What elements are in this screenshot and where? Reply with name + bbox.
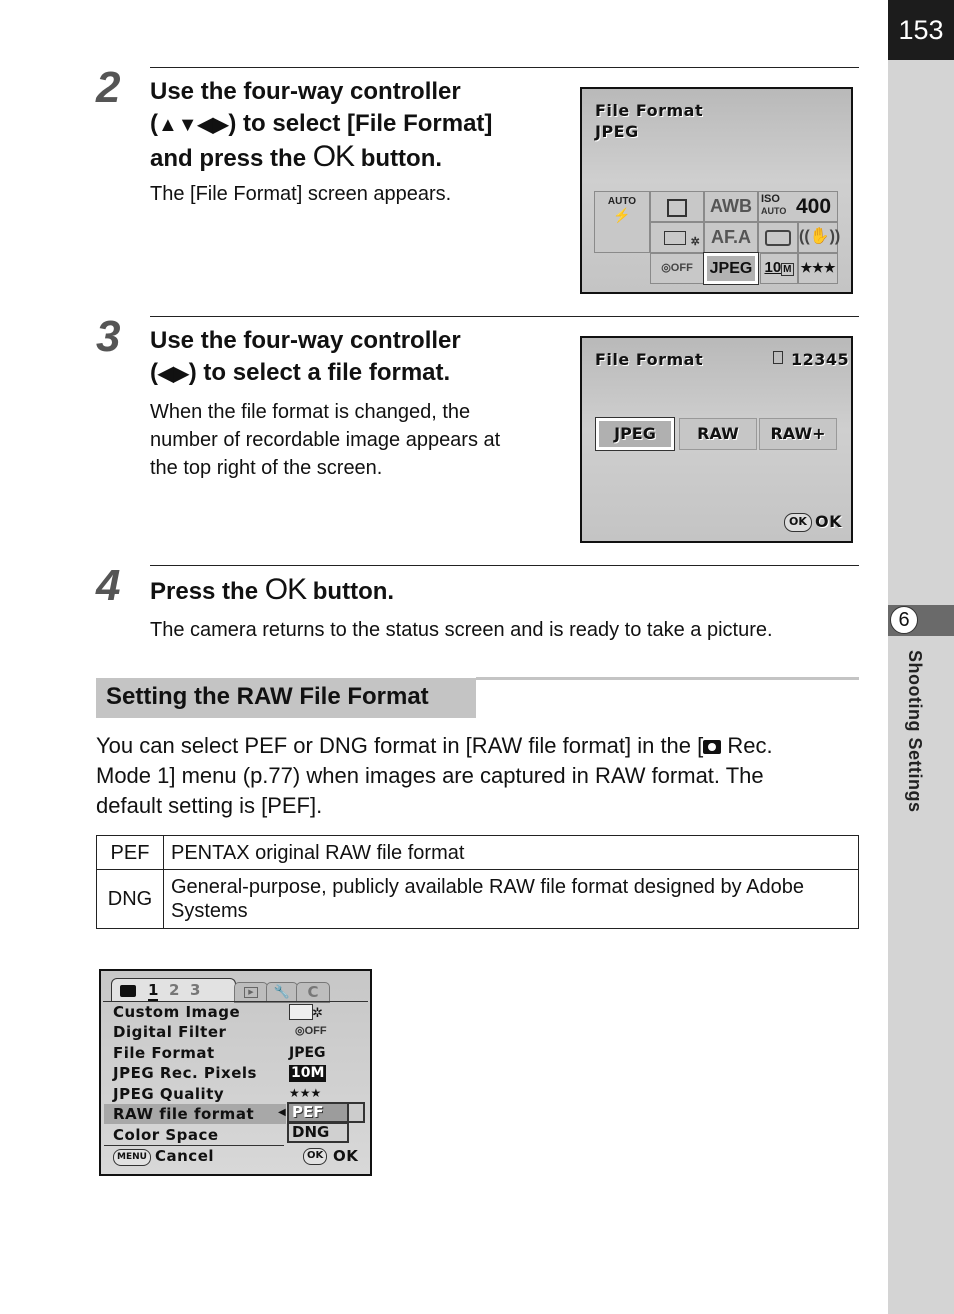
file-format-cell-selected: JPEG xyxy=(704,253,758,284)
ok-label: OK xyxy=(333,1147,359,1165)
step-number: 3 xyxy=(96,312,119,361)
screen-value: JPEG xyxy=(595,122,639,141)
format-option-raw[interactable]: RAW xyxy=(679,418,757,450)
step-text: When the file format is changed, the number of recordable image appears at the top right of the screen. xyxy=(150,401,501,479)
screen-title: File Format xyxy=(595,350,704,369)
quality-cell: ★★★ xyxy=(798,253,838,284)
custom-image-icon: ✲ xyxy=(690,236,700,248)
chapter-number: 6 xyxy=(890,606,918,634)
table-row xyxy=(97,836,859,870)
table-desc: General-purpose, publicly available RAW file format designed by Adobe Systems xyxy=(164,870,859,929)
shake-reduction-icon: ((✋)) xyxy=(799,228,841,245)
file-format-select-screen xyxy=(580,336,853,543)
custom-image-settings-icon: ✲ xyxy=(312,1005,323,1020)
recordable-count: 12345 xyxy=(791,350,850,369)
digital-filter-off-icon: ◎OFF xyxy=(295,1025,327,1037)
step-title: Press the OK button. xyxy=(150,573,395,606)
step-title xyxy=(150,76,570,175)
rec-pixels-value: 10M xyxy=(291,1065,325,1081)
flash-icon: ⚡ xyxy=(613,207,631,223)
table-desc: PENTAX original RAW file format xyxy=(164,836,859,870)
option-edge xyxy=(349,1102,365,1123)
file-format-value: JPEG xyxy=(289,1045,326,1061)
menu-button-icon: MENU xyxy=(113,1149,151,1166)
file-format-status-screen xyxy=(580,87,853,294)
table-row xyxy=(97,870,859,929)
menu-item-raw-file-format[interactable]: RAW file format xyxy=(113,1105,255,1123)
format-option-raw-plus[interactable]: RAW+ xyxy=(759,418,837,450)
ok-icon: OK xyxy=(784,513,812,532)
section-heading: Setting the RAW File Format xyxy=(96,678,476,718)
shake-reduction-cell xyxy=(798,222,841,253)
step-number: 2 xyxy=(96,63,119,112)
raw-option-pef[interactable]: PEF xyxy=(287,1102,349,1123)
custom-image-icon xyxy=(289,1004,313,1020)
step-text: The camera returns to the status screen and is ready to take a picture. xyxy=(150,619,773,641)
tab-playback[interactable] xyxy=(234,982,268,1003)
digital-filter-icon: ◎OFF xyxy=(661,262,693,274)
step-divider xyxy=(150,67,859,68)
arrow-icons: ▲▼◀▶ xyxy=(158,114,229,136)
arrow-icons: ◀▶ xyxy=(158,363,189,385)
step-number: 4 xyxy=(96,561,119,610)
menu-item-file-format[interactable]: File Format xyxy=(113,1044,215,1062)
ok-button-glyph: OK xyxy=(264,573,307,606)
flash-mode-cell: AUTO ⚡ xyxy=(594,191,650,253)
menu-item-jpeg-quality[interactable]: JPEG Quality xyxy=(113,1085,225,1103)
sd-card-icon xyxy=(773,351,783,364)
step-title-line: Use the four-way controller xyxy=(150,327,461,354)
white-balance-cell: AWB xyxy=(704,191,758,222)
tab-rec-mode[interactable]: 1 2 3 xyxy=(111,978,236,1002)
tab-custom[interactable]: C xyxy=(296,982,330,1003)
page-number: 153 xyxy=(888,0,954,60)
screen-title: File Format xyxy=(595,101,704,120)
raw-option-dng[interactable]: DNG xyxy=(287,1122,349,1143)
rec-pixels-cell: 10 M xyxy=(760,253,798,284)
digital-filter-cell xyxy=(650,253,704,284)
rec-mode-menu-screen xyxy=(99,969,372,1176)
footer-divider xyxy=(104,1145,284,1146)
playback-icon: ▶ xyxy=(244,987,258,998)
table-key: PEF xyxy=(97,836,164,870)
menu-item-color-space[interactable]: Color Space xyxy=(113,1126,219,1144)
menu-item-custom-image[interactable]: Custom Image xyxy=(113,1003,241,1021)
ok-icon: OK xyxy=(303,1148,327,1165)
table-key: DNG xyxy=(97,870,164,929)
format-option-jpeg[interactable]: JPEG xyxy=(596,418,674,450)
camera-icon xyxy=(120,985,136,997)
tab-divider xyxy=(103,1001,368,1002)
step-divider xyxy=(150,316,859,317)
step-title-line: (▲▼◀▶) to select [File Format] xyxy=(150,110,493,137)
iso-cell: ISO AUTO 400 xyxy=(758,191,838,222)
custom-image-cell xyxy=(650,222,704,253)
drive-mode-cell xyxy=(650,191,704,222)
step-text: The [File Format] screen appears. xyxy=(150,183,452,205)
wrench-icon: 🔧 xyxy=(273,984,291,999)
tab-setup[interactable] xyxy=(266,982,298,1003)
metering-cell xyxy=(758,222,798,253)
step-title-line: Use the four-way controller xyxy=(150,78,461,105)
step-divider xyxy=(150,565,859,566)
step-title-line: and press the OK button. xyxy=(150,140,443,173)
ok-button-glyph: OK xyxy=(312,140,355,173)
camera-icon xyxy=(703,740,721,754)
chapter-title: Shooting Settings xyxy=(905,650,925,813)
menu-item-digital-filter[interactable]: Digital Filter xyxy=(113,1023,227,1041)
step-title-line: (◀▶) to select a file format. xyxy=(150,359,451,386)
section-paragraph: You can select PEF or DNG format in [RAW file format] in the [ Rec. Mode 1] menu (p.77) when images are captured in RAW format. The default setting is [PEF]. xyxy=(96,733,773,818)
jpeg-quality-value: ★★★ xyxy=(289,1086,322,1100)
menu-item-jpeg-rec-pixels[interactable]: JPEG Rec. Pixels xyxy=(113,1064,257,1082)
section-rule xyxy=(476,677,859,680)
af-mode-cell: AF.A xyxy=(704,222,758,253)
cancel-label: Cancel xyxy=(155,1147,215,1165)
left-arrow-icon: ◀ xyxy=(278,1107,286,1118)
raw-format-table xyxy=(96,835,859,929)
step-title xyxy=(150,325,570,390)
ok-label: OK xyxy=(815,512,842,531)
